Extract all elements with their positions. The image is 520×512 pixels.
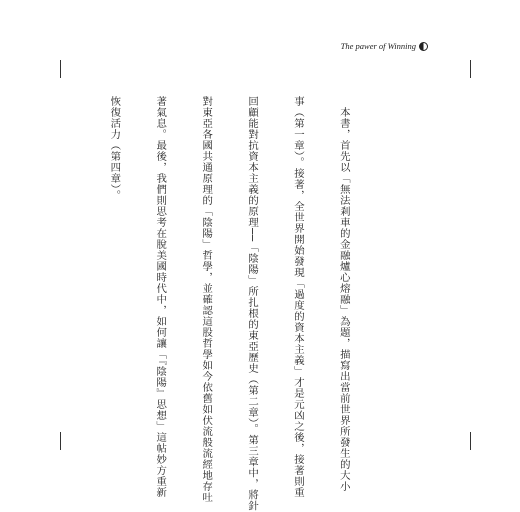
text-line: 對東亞各國共通原理的「陰陽」哲學，並確認這股哲學如今依舊如伏流般流經地存吐 — [198, 96, 213, 416]
text-line: 回顧能對抗資本主義的原理──「陰陽」所扎根的東亞歷史（第二章）。第三章中，將針 — [244, 96, 259, 416]
text-line: 著氣息。最後，我們則思考在脫美國時代中，如何讓「『陰陽』思想」這帖妙方重新 — [152, 96, 167, 416]
vertical-body-text — [0, 96, 412, 416]
paragraph — [75, 96, 381, 416]
header-title: The pawer of Winning — [341, 41, 416, 51]
crop-mark — [60, 60, 61, 78]
text-line: 本書，首先以「無法剎車的金融爐心熔融」為題，描寫出當前世界所發生的大小 — [336, 96, 351, 416]
crop-mark — [470, 60, 471, 78]
text-line: 事（第一章）。接著，全世界開始發現「過度的資本主義」才是元凶之後，接著則重 — [290, 96, 305, 416]
paragraph-gap — [31, 96, 45, 416]
running-header — [341, 41, 428, 51]
crop-mark — [60, 432, 61, 450]
yin-yang-icon — [419, 42, 428, 51]
crop-mark — [470, 432, 471, 450]
text-line: 恢復活力（第四章）。 — [106, 96, 121, 416]
